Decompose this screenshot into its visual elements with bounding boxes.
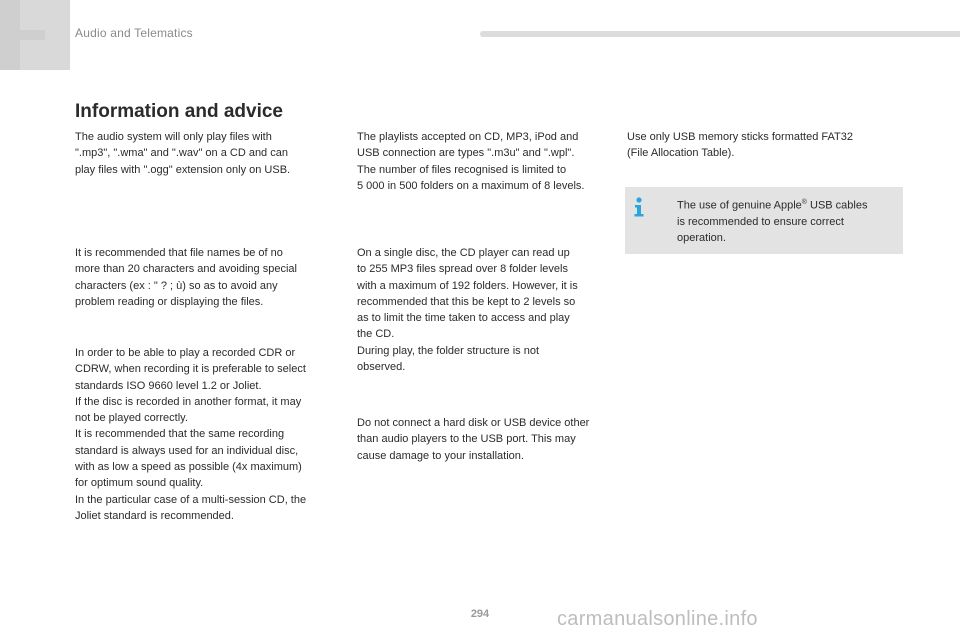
paragraph-usb-warning: Do not connect a hard disk or USB device other than audio players to the USB port. This may cause damage to your installation. <box>357 417 590 462</box>
info-icon <box>632 197 646 217</box>
info-note-box <box>625 187 903 254</box>
info-note-text-end: USB cables is recommended to ensure correct operation. <box>677 199 868 245</box>
paragraph-file-names: It is recommended that file names be of no more than 20 characters and avoiding special characters (ex : " ? ; ù) so as to avoid any problem reading or displaying the files. <box>75 247 297 308</box>
header-rule <box>480 31 960 37</box>
registered-mark: ® <box>801 199 807 206</box>
page-heading: Information and advice <box>75 101 283 122</box>
section-title: Audio and Telematics <box>75 26 193 40</box>
page-number: 294 <box>470 608 490 620</box>
info-note-text <box>677 195 897 247</box>
paragraph-cdr-recording: In order to be able to play a recorded CDR or CDRW, when recording it is preferable to select standards ISO 9660 level 1.2 or Joliet. If the disc is recorded in another format, it may not be played correctly. It is recommended that the same recording standard is always used for an individual disc, with as low a speed as possible (4x maximum) for optimum sound quality. In the particular case of a multi-session CD, the Joliet standard is recommended. <box>75 347 307 522</box>
paragraph-playlists: The playlists accepted on CD, MP3, iPod and USB connection are types ".m3u" and ".wpl". The number of files recognised is limited to 5 000 in 500 folders on a maximum of 8 levels. <box>357 131 585 192</box>
paragraph-usb-format: Use only USB memory sticks formatted FAT32 (File Allocation Table). <box>627 131 853 160</box>
paragraph-single-disc: On a single disc, the CD player can read up to 255 MP3 files spread over 8 folder levels with a maximum of 192 folders. However, it is recommended that this be kept to 2 levels so as to limit the time taken to access and play the CD. During play, the folder structure is not observed. <box>357 247 578 374</box>
info-note-text-start: The use of genuine Apple <box>677 199 802 212</box>
paragraph-file-formats: The audio system will only play files with ".mp3", ".wma" and ".wav" on a CD and can play files with ".ogg" extension only on USB. <box>75 131 291 176</box>
corner-tab-graphic <box>0 0 70 70</box>
watermark-text: carmanualsonline.info <box>557 608 758 630</box>
